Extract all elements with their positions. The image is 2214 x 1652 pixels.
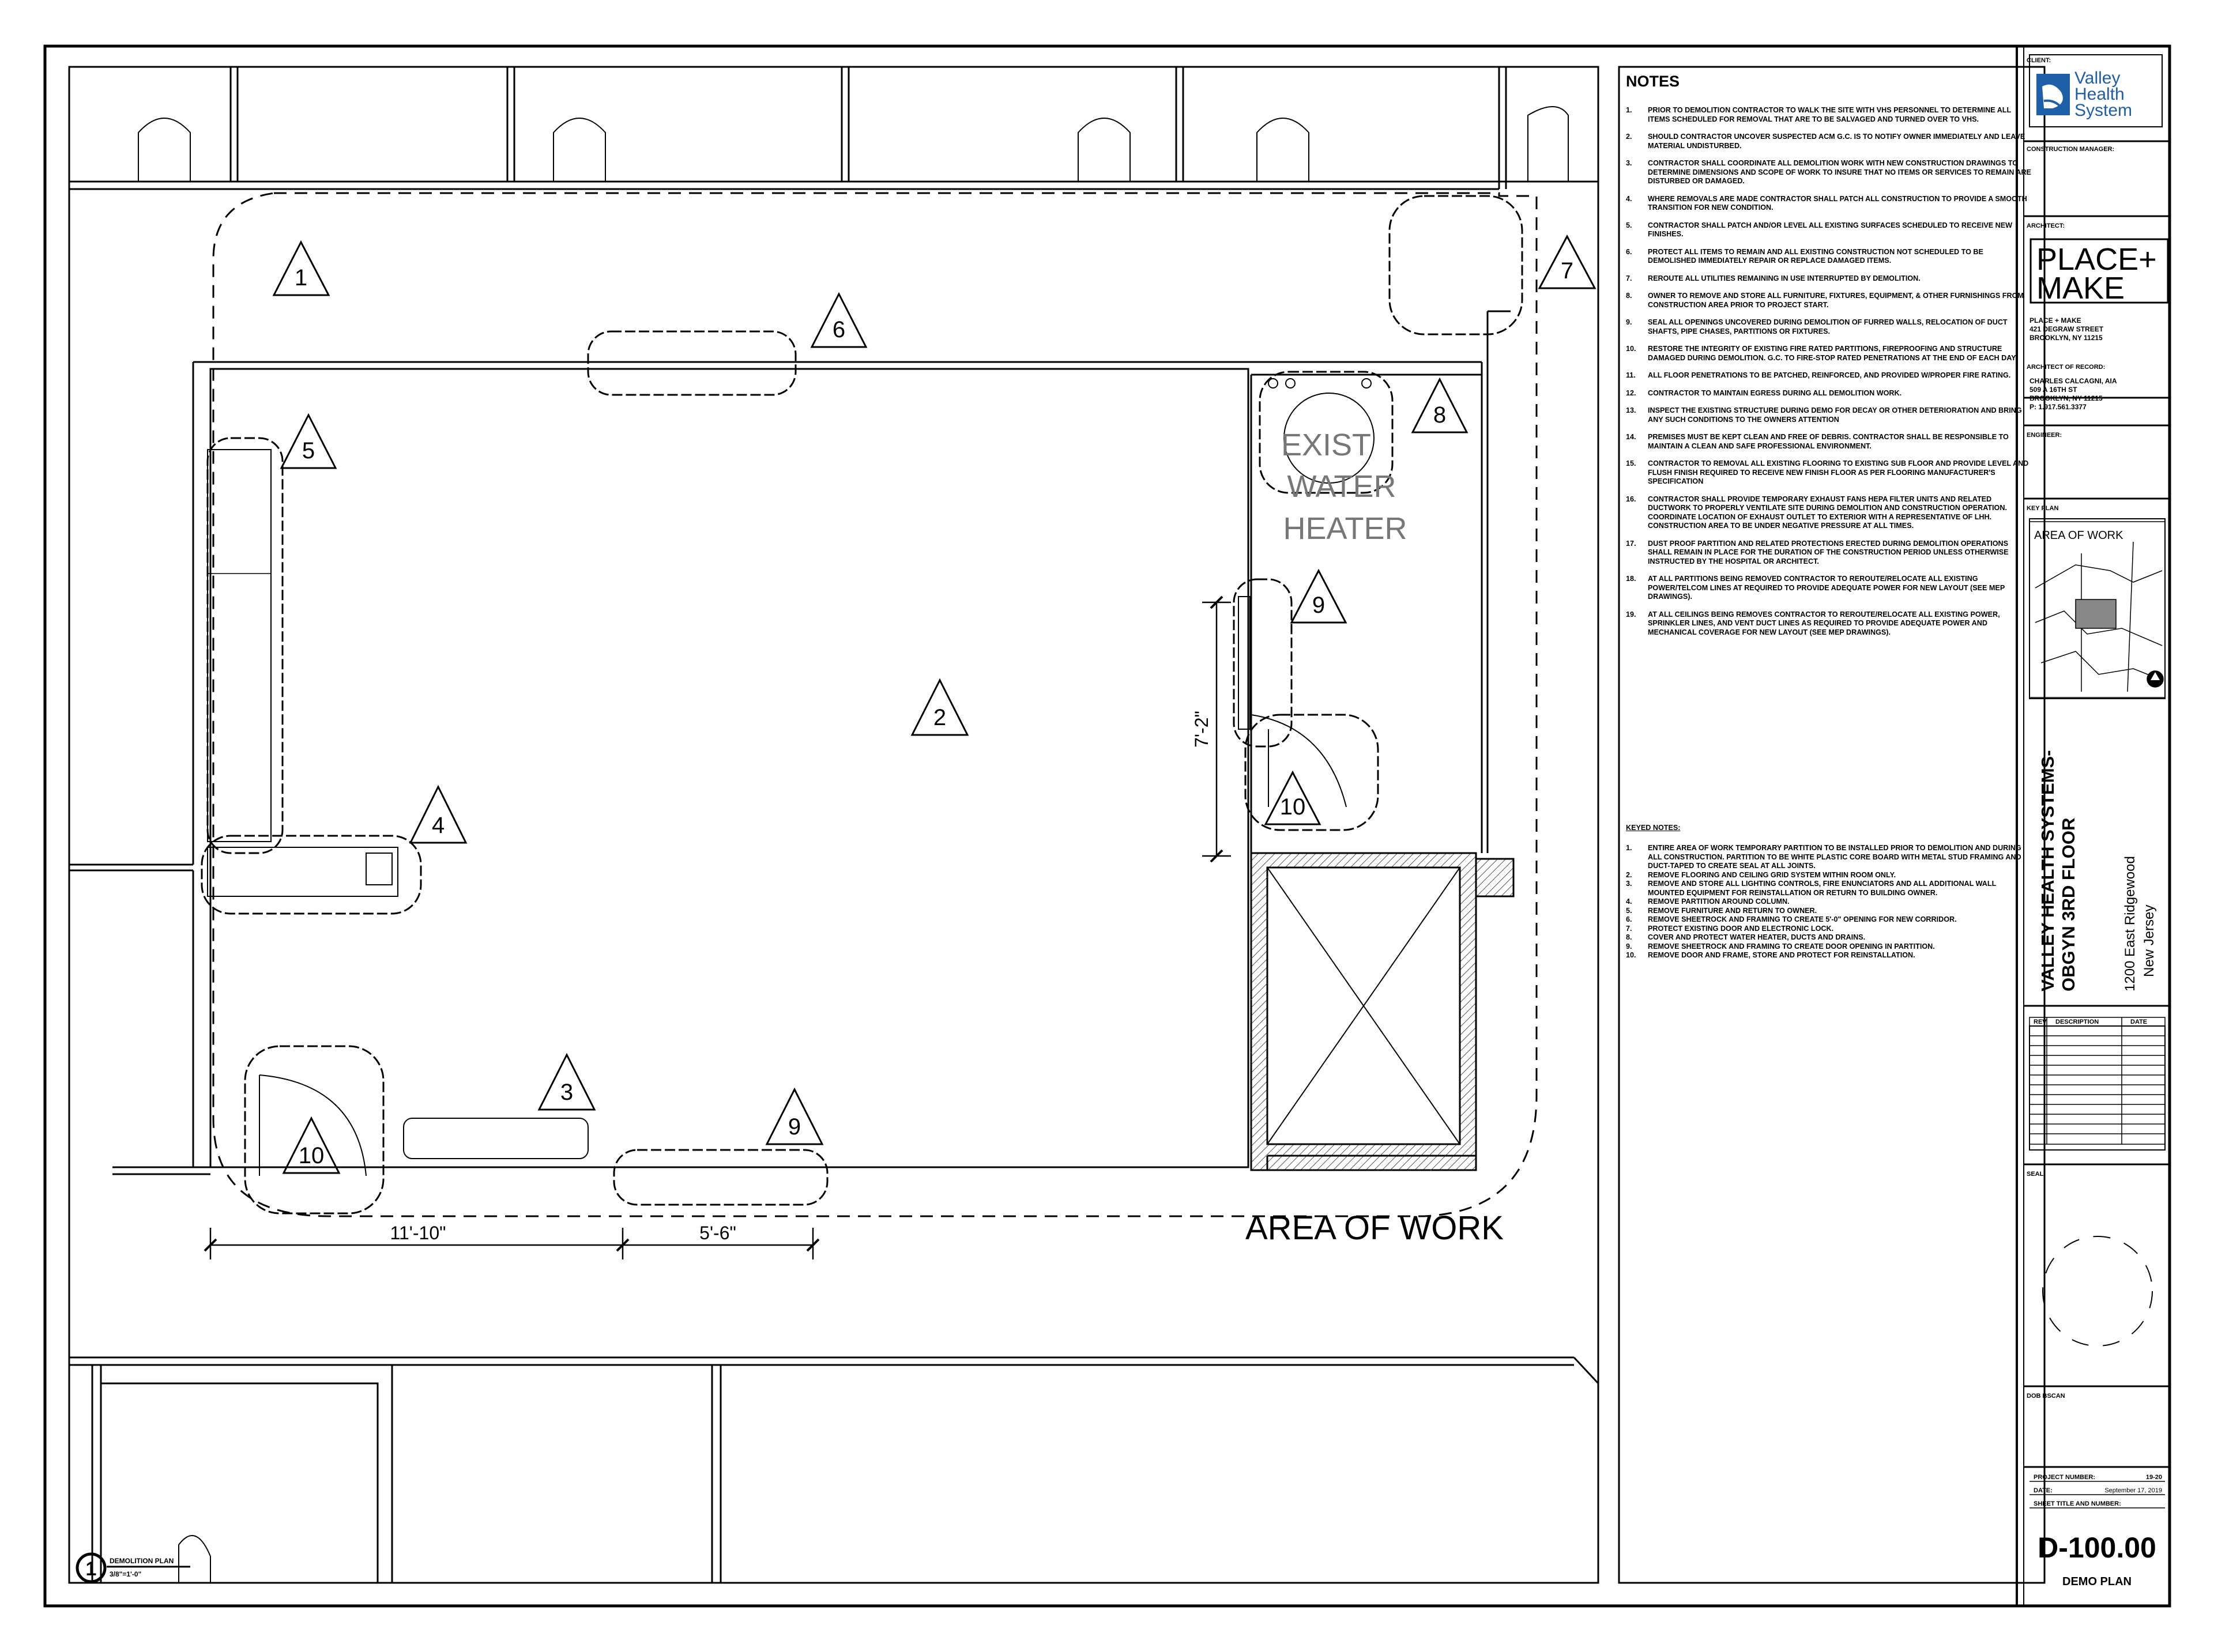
architect-address-3: BROOKLYN, NY 11215 <box>2030 334 2103 342</box>
keynote-tag-8: 8 <box>1433 402 1447 428</box>
note-number: 3. <box>1626 159 1632 167</box>
aor-line-3: BROOKLYN, NY 11215 <box>2030 394 2103 402</box>
note-number: 19. <box>1626 610 1636 618</box>
keynote-tag-5: 5 <box>302 438 315 463</box>
note-item <box>1626 575 2032 602</box>
note-item <box>1626 195 2032 213</box>
keyed-note-number: 9. <box>1626 942 1632 951</box>
note-text: ALL FLOOR PENETRATIONS TO BE PATCHED, REINFORCED, AND PROVIDED W/PROPER FIRE RATING. <box>1648 371 2011 379</box>
keyed-note-text: REMOVE AND STORE ALL LIGHTING CONTROLS, FIRE ENUNCIATORS AND ALL ADDITIONAL WALL MOUNTED EQUIPMENT FOR REINSTALLATION OR RETURN TO BUILDING OWNER. <box>1648 880 1997 897</box>
note-item <box>1626 495 2032 531</box>
note-item <box>1626 318 2032 336</box>
keynote-tag-6: 6 <box>832 317 846 342</box>
note-number: 14. <box>1626 433 1636 441</box>
note-item <box>1626 459 2032 486</box>
note-number: 12. <box>1626 389 1636 397</box>
architect-address-2: 421 DEGRAW STREET <box>2030 325 2104 333</box>
note-text: AT ALL PARTITIONS BEING REMOVED CONTRACTOR TO REROUTE/RELOCATE ALL EXISTING POWER/TELCOM LINES AT REQUIRED TO PROVIDE ADEQUATE POWER FOR NEW LAYOUT (SEE MEP DRAWINGS). <box>1648 575 2005 601</box>
aor-line-4: P: 1.917.561.3377 <box>2030 403 2087 411</box>
client-logo-line-3: System <box>2074 101 2133 120</box>
note-number: 7. <box>1626 274 1632 282</box>
note-text: CONTRACTOR TO REMOVAL ALL EXISTING FLOORING TO EXISTING SUB FLOOR AND PROVIDE LEVEL AND FLUSH FINISH REQUIRED TO RECEIVE NEW FINISH FLOOR AS PER FLOORING MANUFACTURER'S SPECIFICATION <box>1648 459 2029 485</box>
keyplan-label: KEY PLAN <box>2027 505 2059 512</box>
date-label: DATE: <box>2034 1487 2053 1494</box>
note-text: CONTRACTOR SHALL COORDINATE ALL DEMOLITION WORK WITH NEW CONSTRUCTION DRAWINGS TO DETERMINE DIMENSIONS AND SCOPE OF WORK TO INSURE THAT NO ITEMS OR SERVICES TO REMAIN ARE DISTURBED OR DAMAGED. <box>1648 159 2031 185</box>
keyed-note-item <box>1626 933 2032 942</box>
project-number-value: 19-20 <box>2145 1474 2162 1481</box>
note-text: CONTRACTOR SHALL PROVIDE TEMPORARY EXHAUST FANS HEPA FILTER UNITS AND RELATED DUCTWORK TO PROPERLY VENTILATE SITE DURING DEMOLITION AND CONSTRUCTION OPERATION. COORDINATE LOCATION OF EXHAUST OUTLET TO EXTERIOR WITH A REPRESENTATIVE OF LHH. CONSTRUCTION AREA TO BE UNDER NEGATIVE PRESSURE AT ALL TIMES. <box>1648 495 2007 530</box>
keyed-note-number: 1. <box>1626 844 1632 852</box>
keyplan-area-label: AREA OF WORK <box>2034 529 2123 542</box>
keynote-tag-1: 1 <box>294 265 308 291</box>
note-text: INSPECT THE EXISTING STRUCTURE DURING DEMO FOR DECAY OR OTHER DETERIORATION AND BRING ANY SUCH CONDITIONS TO THE OWNERS ATTENTION <box>1648 406 2022 424</box>
note-text: OWNER TO REMOVE AND STORE ALL FURNITURE, FIXTURES, EQUIPMENT, & OTHER FURNISHINGS FROM CONSTRUCTION AREA PRIOR TO PROJECT START. <box>1648 292 2024 309</box>
architect-logo-line-2: MAKE <box>2036 271 2125 305</box>
dob-label: DOB BSCAN <box>2027 1393 2065 1400</box>
keyed-note-number: 3. <box>1626 880 1632 888</box>
sheet-title-label: SHEET TITLE AND NUMBER: <box>2034 1500 2121 1507</box>
keyed-note-text: ENTIRE AREA OF WORK TEMPORARY PARTITION TO BE INSTALLED PRIOR TO DEMOLITION AND DURING ALL CONSTRUCTION. PARTITION TO BE WHITE PLASTIC CORE BOARD WITH METAL STUD FRAMING AND DUCT-TAPED TO CREATE SEAL AT ALL JOINTS. <box>1648 844 2021 870</box>
note-number: 13. <box>1626 406 1636 414</box>
rev-header-description: DESCRIPTION <box>2055 1019 2099 1025</box>
keyed-note-text: REMOVE SHEETROCK AND FRAMING TO CREATE DOOR OPENING IN PARTITION. <box>1648 942 1935 951</box>
keyed-note-item <box>1626 942 2032 952</box>
note-item <box>1626 221 2032 239</box>
general-notes-list <box>1626 106 2032 646</box>
project-number-label: PROJECT NUMBER: <box>2034 1474 2095 1481</box>
note-number: 15. <box>1626 459 1636 467</box>
rev-header-rev: REV <box>2034 1019 2047 1025</box>
seal-label: SEAL <box>2027 1171 2044 1178</box>
keyed-note-item <box>1626 880 2032 897</box>
keynote-tag-3: 3 <box>560 1080 574 1105</box>
keynote-tag-7: 7 <box>1560 258 1574 284</box>
client-logo-line-1: Valley <box>2074 69 2121 88</box>
aor-label: ARCHITECT OF RECORD: <box>2027 364 2106 371</box>
note-number: 18. <box>1626 575 1636 583</box>
keyed-notes-list <box>1626 844 2032 960</box>
note-item <box>1626 610 2032 638</box>
keynote-tag-9-lower: 9 <box>788 1114 801 1140</box>
view-number: 1 <box>85 1558 97 1580</box>
note-item <box>1626 159 2032 186</box>
keyed-note-item <box>1626 907 2032 916</box>
note-item <box>1626 540 2032 567</box>
note-item <box>1626 292 2032 310</box>
keynote-tag-10-left: 10 <box>298 1143 325 1168</box>
note-item <box>1626 371 2032 380</box>
note-text: SHOULD CONTRACTOR UNCOVER SUSPECTED ACM G.C. IS TO NOTIFY OWNER IMMEDIATELY AND LEAVE MATERIAL UNDISTURBED. <box>1648 133 2025 150</box>
keynote-tag-2: 2 <box>933 705 947 730</box>
keyed-note-text: COVER AND PROTECT WATER HEATER, DUCTS AND DRAINS. <box>1648 933 1866 941</box>
dim-11-10: 11'-10" <box>390 1223 446 1243</box>
keyed-note-text: REMOVE SHEETROCK AND FRAMING TO CREATE 5'-0" OPENING FOR NEW CORRIDOR. <box>1648 915 1957 923</box>
note-text: DUST PROOF PARTITION AND RELATED PROTECTIONS ERECTED DURING DEMOLITION OPERATIONS SHALL REMAIN IN PLACE FOR THE DURATION OF THE CONSTRUCTION PERIOD UNLESS OTHERWISE INSTRUCTED BY THE HOSPITAL OR ARCHITECT. <box>1648 539 2009 565</box>
note-text: PREMISES MUST BE KEPT CLEAN AND FREE OF DEBRIS. CONTRACTOR SHALL BE RESPONSIBLE TO MAINTAIN A CLEAN AND SAFE PROFESSIONAL ENVIRONMENT. <box>1648 433 2009 450</box>
keyed-note-text: PROTECT EXISTING DOOR AND ELECTRONIC LOCK. <box>1648 924 1834 933</box>
keyed-note-number: 8. <box>1626 933 1632 941</box>
area-of-work-label: AREA OF WORK <box>1245 1209 1504 1247</box>
note-text: CONTRACTOR SHALL PATCH AND/OR LEVEL ALL EXISTING SURFACES SCHEDULED TO RECEIVE NEW FINISHES. <box>1648 221 2013 238</box>
keyed-note-number: 10. <box>1626 951 1636 959</box>
note-item <box>1626 406 2032 424</box>
note-item <box>1626 274 2032 284</box>
keyed-note-number: 7. <box>1626 924 1632 933</box>
seal-circle <box>2043 1236 2152 1346</box>
sheet-number: D-100.00 <box>2038 1532 2156 1564</box>
note-number: 2. <box>1626 133 1632 141</box>
keyed-note-item <box>1626 844 2032 871</box>
note-number: 6. <box>1626 247 1632 256</box>
keynote-tag-10-right: 10 <box>1279 794 1306 820</box>
architect-logo-line-1: PLACE+ <box>2036 242 2157 277</box>
project-address-line-1: 1200 East Ridgewood <box>2122 856 2138 991</box>
dim-7-2: 7'-2" <box>1191 711 1212 748</box>
architect-label: ARCHITECT: <box>2027 222 2065 229</box>
keyed-note-item <box>1626 951 2032 960</box>
date-value: September 17, 2019 <box>2104 1487 2162 1494</box>
note-item <box>1626 433 2032 451</box>
note-number: 5. <box>1626 221 1632 229</box>
water-heater-label-3: HEATER <box>1283 511 1407 546</box>
keyed-note-text: REMOVE FURNITURE AND RETURN TO OWNER. <box>1648 906 1817 915</box>
revision-table <box>2030 1017 2165 1144</box>
note-text: CONTRACTOR TO MAINTAIN EGRESS DURING ALL DEMOLITION WORK. <box>1648 389 1902 397</box>
keynote-tag-9-upper: 9 <box>1312 593 1326 618</box>
note-text: PROTECT ALL ITEMS TO REMAIN AND ALL EXISTING CONSTRUCTION NOT SCHEDULED TO BE DEMOLISHED IMMEDIATELY REPAIR OR REPLACE DAMAGED ITEMS. <box>1648 247 1983 265</box>
keyed-note-item <box>1626 871 2032 880</box>
view-scale: 3/8"=1'-0" <box>110 1570 142 1578</box>
keyed-note-number: 5. <box>1626 906 1632 915</box>
keyed-note-number: 2. <box>1626 870 1632 879</box>
note-text: SEAL ALL OPENINGS UNCOVERED DURING DEMOLITION OF FURRED WALLS, RELOCATION OF DUCT SHAFTS, PIPE CHASES, PARTITIONS OR FIXTURES. <box>1648 318 2008 335</box>
note-text: PRIOR TO DEMOLITION CONTRACTOR TO WALK THE SITE WITH VHS PERSONNEL TO DETERMINE ALL ITEMS SCHEDULED FOR REMOVAL THAT ARE TO BE SALVAGED AND TURNED OVER TO VHS. <box>1648 106 2011 123</box>
key-plan-map <box>2030 522 2165 697</box>
rev-header-date: DATE <box>2130 1019 2148 1025</box>
note-item <box>1626 389 2032 398</box>
client-logo-line-2: Health <box>2074 85 2125 104</box>
note-number: 10. <box>1626 345 1636 353</box>
note-text: REROUTE ALL UTILITIES REMAINING IN USE INTERRUPTED BY DEMOLITION. <box>1648 274 1921 282</box>
project-address-line-2: New Jersey <box>2141 904 2157 977</box>
aor-line-2: 509 A 16TH ST <box>2030 386 2077 394</box>
sheet-title: DEMO PLAN <box>2062 1575 2132 1588</box>
note-number: 11. <box>1626 371 1636 379</box>
keyed-note-text: REMOVE FLOORING AND CEILING GRID SYSTEM WITHIN ROOM ONLY. <box>1648 870 1896 879</box>
notes-title: NOTES <box>1626 73 1680 90</box>
view-title: DEMOLITION PLAN <box>110 1557 174 1565</box>
note-number: 1. <box>1626 106 1632 114</box>
cm-label: CONSTRUCTION MANAGER: <box>2027 146 2115 153</box>
note-number: 9. <box>1626 318 1632 326</box>
note-number: 17. <box>1626 539 1636 548</box>
keyed-note-text: REMOVE DOOR AND FRAME, STORE AND PROTECT FOR REINSTALLATION. <box>1648 951 1915 959</box>
note-number: 8. <box>1626 292 1632 300</box>
notes-panel <box>1619 67 2044 1583</box>
note-item <box>1626 248 2032 266</box>
keyed-note-number: 4. <box>1626 897 1632 906</box>
note-text: RESTORE THE INTEGRITY OF EXISTING FIRE RATED PARTITIONS, FIREPROOFING AND STRUCTURE DAMAGED DURING DEMOLITION. G.C. TO FIRE-STOP RATED PENETRATIONS AT THE END OF EACH DAY. <box>1648 345 2017 362</box>
aor-line-1: CHARLES CALCAGNI, AIA <box>2030 377 2117 385</box>
note-number: 16. <box>1626 495 1636 503</box>
keyed-notes-title: KEYED NOTES: <box>1626 824 1681 832</box>
dim-5-6: 5'-6" <box>699 1223 736 1243</box>
keyed-note-item <box>1626 925 2032 934</box>
note-text: WHERE REMOVALS ARE MADE CONTRACTOR SHALL PATCH ALL CONSTRUCTION TO PROVIDE A SMOOTH TRANSITION FOR NEW CONDITION. <box>1648 194 2027 212</box>
water-heater-label-1: EXIST <box>1281 428 1372 462</box>
engineer-label: ENGINEER: <box>2027 432 2062 439</box>
note-item <box>1626 345 2032 363</box>
project-title-line-1: VALLEY HEALTH SYSTEMS- <box>2038 750 2058 991</box>
architect-address-1: PLACE + MAKE <box>2030 316 2081 325</box>
note-text: AT ALL CEILINGS BEING REMOVES CONTRACTOR TO REROUTE/RELOCATE ALL EXISTING POWER, SPRINKLER LINES, AND VENT DUCT LINES AS REQUIRED TO PROVIDE ADEQUATE POWER AND MECHANICAL COVERAGE FOR NEW LAYOUT (SEE MEP DRAWINGS). <box>1648 610 2000 636</box>
note-number: 4. <box>1626 194 1632 203</box>
keynote-tag-4: 4 <box>431 813 445 838</box>
note-item <box>1626 106 2032 124</box>
keyed-note-item <box>1626 915 2032 925</box>
keyed-note-text: REMOVE PARTITION AROUND COLUMN. <box>1648 897 1790 906</box>
client-label: CLIENT: <box>2027 57 2051 64</box>
dimensions <box>205 597 1231 1259</box>
water-heater-label-2: WATER <box>1287 469 1396 504</box>
note-item <box>1626 133 2032 150</box>
keyed-note-item <box>1626 897 2032 907</box>
keyed-note-number: 6. <box>1626 915 1632 923</box>
project-title-line-2: OBGYN 3RD FLOOR <box>2058 817 2079 991</box>
